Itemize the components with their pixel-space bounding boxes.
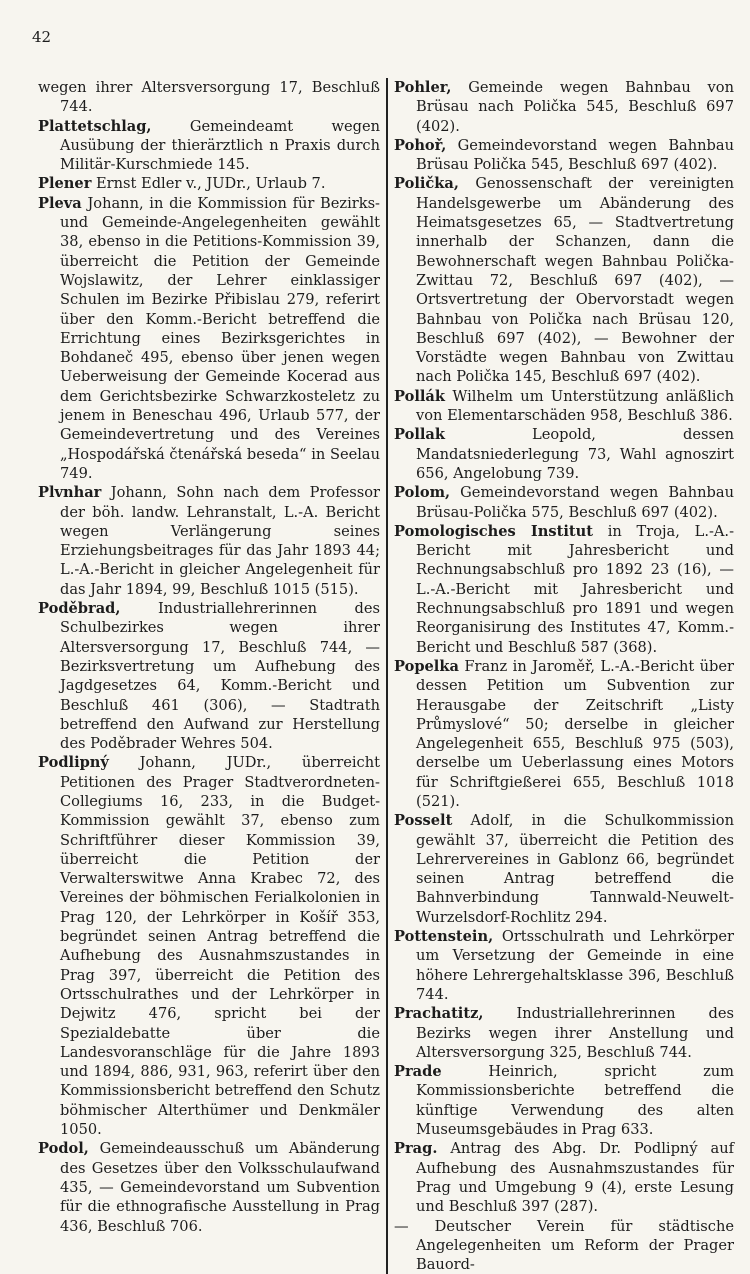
- right-column: [386, 78, 734, 1274]
- entry-text: Johann, Sohn nach dem Professor der böh. landw. Lehranstalt, L.-A. Bericht wegen Verlängerung seines Erziehungsbeitrages für das Jahr 1893 44; L.-A.-Bericht in gleicher Angelegenheit für das Jahr 1894, 99, Beschluß 1015 (515).: [60, 484, 380, 598]
- entry-keyword: Popelka: [394, 657, 459, 675]
- index-entry: [394, 522, 734, 657]
- entry-keyword: Pollák: [394, 387, 445, 405]
- entry-keyword: Prade: [394, 1063, 442, 1081]
- index-entry: [394, 1062, 734, 1139]
- entry-keyword: Pollak: [394, 426, 445, 444]
- entry-text: — Deutscher Verein für städtische Angelegenheiten um Reform der Prager Bauord-: [394, 1217, 734, 1274]
- index-entry: [394, 425, 734, 483]
- index-entry: [38, 174, 380, 193]
- entry-keyword: Plener: [38, 175, 92, 193]
- index-entry: [38, 753, 380, 1139]
- entry-text: Gemeindeausschuß um Abänderung des Gesetzes über den Volksschulaufwand 435, — Gemeindevorstand um Subvention für die ethnografische Ausstellung in Prag 436, Beschluß 706.: [60, 1140, 380, 1235]
- index-entry: [394, 387, 734, 426]
- entry-text: Adolf, in die Schulkommission gewählt 37, überreicht die Petition des Lehrervereines in Gablonz 66, begründet seinen Antrag betreffend die Bahnverbindung Tannwald-Neuwelt-Wurzelsdorf-Rochlitz 294.: [416, 812, 734, 926]
- entry-text: Genossenschaft der vereinigten Handelsgewerbe um Abänderung des Heimatsgesetzes 65, — Stadtvertretung innerhalb der Schanzen, dann die Bewohnerschaft wegen Bahnbau Polička-Zwittau 72, Beschluß 697 (402), — Ortsvertretung der Obervorstadt wegen Bahnbau von Polička nach Brüsau 120, Beschluß 697 (402), — Bewohner der Vorstädte wegen Bahnbau von Zwittau nach Polička 145, Beschluß 697 (402).: [416, 175, 734, 386]
- index-entry: [394, 174, 734, 386]
- index-entry: [394, 811, 734, 927]
- entry-text: in Troja, L.-A.-Bericht mit Jahresbericht und Rechnungsabschluß pro 1892 23 (16), — L.-A.-Bericht mit Jahresbericht und Rechnungsabschluß pro 1891 und wegen Reorganisirung des Institutes 47, Komm.-Bericht und Beschluß 587 (368).: [416, 522, 734, 656]
- entry-keyword: Pleva: [38, 194, 82, 212]
- entry-text: Wilhelm um Unterstützung anläßlich von Elementarschäden 958, Beschluß 386.: [416, 387, 734, 425]
- index-entry: [38, 599, 380, 753]
- entry-keyword: Podlipný: [38, 754, 109, 772]
- entry-text: Ernst Edler v., JUDr., Urlaub 7.: [91, 175, 326, 193]
- entry-text: wegen ihrer Altersversorgung 17, Beschluß 744.: [38, 79, 380, 116]
- index-entry: [394, 136, 734, 175]
- entry-text: Heinrich, spricht zum Kommissionsberichte betreffend die künftige Verwendung des alten Museumsgebäudes in Prag 633.: [416, 1063, 734, 1139]
- page-number: 42: [32, 28, 52, 46]
- entry-text: Gemeinde wegen Bahnbau von Brüsau nach Polička 545, Beschluß 697 (402).: [416, 79, 734, 135]
- index-entry: [394, 1004, 734, 1062]
- index-entry: [38, 78, 380, 117]
- index-entry: [394, 78, 734, 136]
- entry-text: Gemeindeamt wegen Ausübung der thierärztlich n Praxis durch Militär-Kurschmiede 145.: [60, 117, 380, 174]
- index-entry: [38, 1139, 380, 1235]
- index-columns: [38, 78, 738, 1274]
- entry-text: Industriallehrerinnen des Schulbezirkes wegen ihrer Altersversorgung 17, Beschluß 744, — Bezirksvertretung um Aufhebung des Jagdgesetzes 64, Komm.-Bericht und Beschluß 461 (306), — Stadtrath betreffend den Aufwand zur Herstellung des Poděbrader Wehres 504.: [60, 600, 380, 753]
- entry-keyword: Pohoř,: [394, 136, 447, 154]
- index-entry: [394, 1217, 734, 1274]
- index-entry: [394, 1139, 734, 1216]
- entry-keyword: Pottenstein,: [394, 928, 494, 946]
- entry-keyword: Prag.: [394, 1140, 438, 1158]
- index-entry: [38, 194, 380, 483]
- entry-text: Ortsschulrath und Lehrkörper um Versetzung der Gemeinde in eine höhere Lehrergehaltsklasse 396, Beschluß 744.: [416, 928, 734, 1003]
- entry-keyword: Podol,: [38, 1140, 89, 1158]
- entry-text: Gemeindevorstand wegen Bahnbau Brüsau Polička 545, Beschluß 697 (402).: [416, 136, 734, 174]
- left-column: [38, 78, 386, 1274]
- entry-text: Antrag des Abg. Dr. Podlipný auf Aufhebung des Ausnahmszustandes für Prag und Umgebung 9 (4), erste Lesung und Beschluß 397 (287).: [416, 1140, 734, 1216]
- entry-keyword: Pohler,: [394, 79, 452, 96]
- entry-text: Leopold, dessen Mandatsniederlegung 73, Wahl agnoszirt 656, Angelobung 739.: [416, 426, 734, 482]
- entry-keyword: Plattetschlag,: [38, 117, 152, 135]
- entry-text: Industriallehrerinnen des Bezirks wegen ihrer Anstellung und Altersversorgung 325, Beschluß 744.: [416, 1005, 734, 1061]
- index-entry: [394, 657, 734, 811]
- entry-keyword: Poděbrad,: [38, 600, 121, 618]
- entry-keyword: Plvnhar: [38, 484, 102, 502]
- entry-keyword: Pomologisches Institut: [394, 522, 593, 540]
- entry-text: Johann, JUDr., überreicht Petitionen des Prager Stadtverordneten-Collegiums 16, 233, in die Budget-Kommission gewählt 37, ebenso zum Schriftführer dieser Kommission 39, überreicht die Petition der Verwalterswitwe Anna Krabec 72, des Vereines der böhmischen Ferialkolonien in Prag 120, der Lehrkörper in Košíř 353, begründet seinen Antrag betreffend die Aufhebung des Ausnahmszustandes in Prag 397, überreicht die Petition des Ortsschulrathes und der Lehrkörper in Dejwitz 476, spricht bei der Spezialdebatte über die Landesvoranschläge für die Jahre 1893 und 1894, 886, 931, 963, referirt über den Kommissionsbericht betreffend den Schutz böhmischer Alterthümer und Denkmäler 1050.: [60, 754, 380, 1139]
- entry-text: Johann, in die Kommission für Bezirks- und Gemeinde-Angelegenheiten gewählt 38, ebenso in die Petitions-Kommission 39, überreicht die Petition der Gemeinde Wojslawitz, der Lehrer einklassiger Schulen im Bezirke Přibislau 279, referirt über den Komm.-Bericht betreffend die Errichtung eines Bezirksgerichtes in Bohdaneč 495, ebenso über jenen wegen Ueberweisung der Gemeinde Kocerad aus dem Gerichtsbezirke Schwarzkosteletz zu jenem in Beneschau 496, Urlaub 577, der Gemeindevertretung und des Vereines „Hospodářská čtenářská beseda“ in Seelau 749.: [60, 194, 380, 482]
- entry-text: Gemeindevorstand wegen Bahnbau Brüsau-Polička 575, Beschluß 697 (402).: [416, 484, 734, 521]
- index-entry: [394, 927, 734, 1004]
- index-entry: [38, 117, 380, 175]
- entry-keyword: Prachatitz,: [394, 1005, 484, 1023]
- entry-keyword: Posselt: [394, 812, 453, 830]
- entry-keyword: Polom,: [394, 484, 451, 502]
- index-entry: [394, 483, 734, 522]
- index-entry: [38, 483, 380, 599]
- entry-keyword: Polička,: [394, 175, 459, 193]
- entry-text: Franz in Jaroměř, L.-A.-Bericht über dessen Petition um Subvention zur Herausgabe der Zeitschrift „Listy Průmyslové“ 50; derselbe in gleicher Angelegenheit 655, Beschluß 975 (503), derselbe um Ueberlassung eines Motors für Schriftgießerei 655, Beschluß 1018 (521).: [416, 657, 734, 810]
